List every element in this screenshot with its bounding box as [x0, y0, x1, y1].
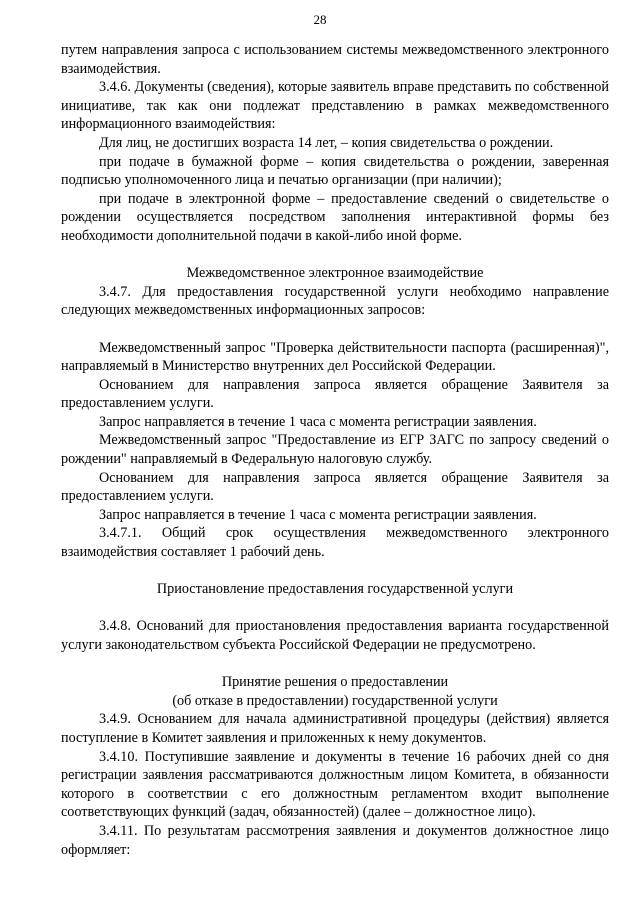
section-heading: (об отказе в предоставлении) государственной услуги [172, 692, 498, 709]
paragraph: Запрос направляется в течение 1 часа с момента регистрации заявления. [99, 413, 537, 430]
paragraph: 3.4.9. Основанием для начала административной процедуры (действия) является поступление в Комитет заявления и приложенных к нему документов. [61, 711, 609, 746]
paragraph: Межведомственный запрос "Проверка действительности паспорта (расширенная)", направляемый в Министерство внутренних дел Российской Федерации. [61, 339, 609, 375]
blank-line [61, 599, 609, 618]
section-heading: Межведомственное электронное взаимодействие [186, 265, 484, 282]
paragraph: при подаче в бумажной форме – копия свидетельства о рождении, заверенная подписью уполномоченного лица и печатью организации (при наличии); [61, 153, 609, 189]
section-heading: Принятие решения о предоставлении [221, 674, 449, 691]
paragraph: путем направления запроса с использованием системы межведомственного электронного взаимодействия. [61, 42, 609, 77]
paragraph: 3.4.6. Документы (сведения), которые заявитель вправе представить по собственной инициативе, так как они подлежат представлению в рамках межведомственного информационного взаимодействия: [61, 79, 609, 133]
section-heading: Приостановление предоставления государственной услуги [156, 581, 514, 598]
paragraph: 3.4.8. Оснований для приостановления предоставления варианта государственной услуги законодательством субъекта Российской Федерации не предусмотрено. [61, 618, 609, 653]
paragraph: Межведомственный запрос "Предоставление из ЕГР ЗАГС по запросу сведений о рождении" направляемый в Федеральную налоговую службу. [61, 432, 609, 468]
blank-line [61, 246, 609, 265]
paragraph: Основанием для направления запроса является обращение Заявителя за предоставлением услуги. [61, 469, 609, 505]
paragraph: 3.4.7. Для предоставления государственной услуги необходимо направление следующих межведомственных информационных запросов: [61, 283, 609, 319]
paragraph: Для лиц, не достигших возраста 14 лет, – копия свидетельства о рождении. [99, 134, 554, 151]
blank-line [61, 320, 609, 339]
paragraph: 3.4.11. По результатам рассмотрения заявления и документов должностное лицо оформляет: [61, 822, 609, 858]
blank-line [61, 562, 609, 581]
paragraph: Запрос направляется в течение 1 часа с момента регистрации заявления. [99, 506, 537, 523]
page-number: 28 [313, 12, 327, 27]
paragraph: Основанием для направления запроса является обращение Заявителя за предоставлением услуги. [61, 376, 609, 412]
blank-line [61, 655, 609, 674]
paragraph: при подаче в электронной форме – предоставление сведений о свидетельстве о рождении осуществляется посредством заполнения интерактивной формы без необходимости дополнительной подачи в какой-либо иной форме. [61, 190, 609, 244]
document-body [61, 41, 609, 859]
paragraph: 3.4.7.1. Общий срок осуществления межведомственного электронного взаимодействия составляет 1 рабочий день. [61, 525, 609, 561]
paragraph: 3.4.10. Поступившие заявление и документы в течение 16 рабочих дней со дня регистрации заявления рассматриваются должностным лицом Комитета, в обязанности которого в соответствии с его должностным регламентом входит выполнение соответствующих функций (задач, обязанностей) (далее – должностное лицо). [61, 748, 609, 821]
